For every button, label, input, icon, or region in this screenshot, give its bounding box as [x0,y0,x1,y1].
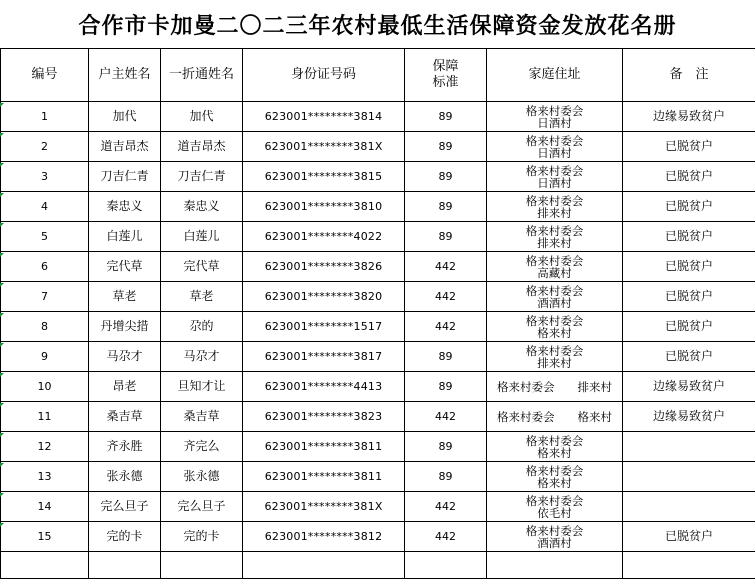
table-row [1,252,755,282]
cell-standard: 89 [405,372,487,402]
address-line1: 格来村委会 [487,165,622,177]
empty-cell [89,552,161,579]
cell-remark: 边缘易致贫户 [623,402,755,432]
cell-id-number: 623001********3810 [243,192,405,222]
cell-no: 10 [1,372,89,402]
cell-no: 12 [1,432,89,462]
cell-householder: 完代草 [89,252,161,282]
address-line1: 格来村委会 [487,285,622,297]
address-line1: 格来村委会 格来村 [487,411,622,423]
table-row [1,162,755,192]
address-line1: 格来村委会 [487,225,622,237]
cell-card-name: 桑吉草 [161,402,243,432]
cell-remark: 边缘易致贫户 [623,372,755,402]
cell-marker-icon [0,433,4,437]
address-line2: 日酒村 [487,147,622,159]
cell-address [487,432,623,462]
address-line1: 格来村委会 [487,315,622,327]
address-line2: 排来村 [487,357,622,369]
address-line1: 格来村委会 [487,135,622,147]
cell-marker-icon [0,463,4,467]
roster-table [0,48,755,579]
cell-remark: 已脱贫户 [623,222,755,252]
address-line1: 格来村委会 [487,195,622,207]
cell-remark: 边缘易致贫户 [623,102,755,132]
cell-standard: 89 [405,432,487,462]
cell-marker-icon [0,343,4,347]
cell-householder: 完的卡 [89,522,161,552]
header-remark: 备 注 [623,49,755,102]
cell-id-number: 623001********3820 [243,282,405,312]
cell-no: 15 [1,522,89,552]
cell-card-name: 完代草 [161,252,243,282]
header-standard-line1: 保障 [405,59,486,75]
cell-card-name: 齐完么 [161,432,243,462]
cell-standard: 89 [405,192,487,222]
empty-row [1,552,755,579]
cell-householder: 丹增尖措 [89,312,161,342]
cell-id-number: 623001********3817 [243,342,405,372]
table-row [1,282,755,312]
table-row [1,522,755,552]
cell-remark: 已脱贫户 [623,342,755,372]
cell-no: 7 [1,282,89,312]
cell-address [487,282,623,312]
cell-id-number: 623001********3811 [243,462,405,492]
table-row [1,462,755,492]
header-no: 编号 [1,49,89,102]
cell-id-number: 623001********3814 [243,102,405,132]
cell-remark: 已脱贫户 [623,192,755,222]
cell-id-number: 623001********3812 [243,522,405,552]
cell-marker-icon [0,253,4,257]
cell-remark: 已脱贫户 [623,282,755,312]
address-line1: 格来村委会 [487,465,622,477]
cell-standard: 89 [405,162,487,192]
cell-address [487,372,623,402]
cell-id-number: 623001********381X [243,132,405,162]
cell-address [487,222,623,252]
table-row [1,492,755,522]
cell-id-number: 623001********3811 [243,432,405,462]
cell-marker-icon [0,103,4,107]
cell-id-number: 623001********381X [243,492,405,522]
cell-standard: 442 [405,282,487,312]
cell-no: 14 [1,492,89,522]
cell-remark [623,462,755,492]
address-line1: 格来村委会 排来村 [487,381,622,393]
cell-address [487,132,623,162]
cell-standard: 442 [405,402,487,432]
cell-no: 5 [1,222,89,252]
empty-cell [405,552,487,579]
address-line2: 格来村 [487,477,622,489]
table-row [1,402,755,432]
cell-card-name: 草老 [161,282,243,312]
cell-marker-icon [0,133,4,137]
cell-householder: 昂老 [89,372,161,402]
address-line2: 高藏村 [487,267,622,279]
cell-address [487,462,623,492]
cell-remark: 已脱贫户 [623,132,755,162]
cell-standard: 89 [405,222,487,252]
address-line2: 排来村 [487,237,622,249]
cell-standard: 442 [405,492,487,522]
table-row [1,192,755,222]
address-line2: 日酒村 [487,117,622,129]
empty-cell [1,552,89,579]
cell-standard: 89 [405,342,487,372]
cell-address [487,492,623,522]
cell-standard: 442 [405,252,487,282]
header-address: 家庭住址 [487,49,623,102]
address-line1: 格来村委会 [487,495,622,507]
address-line2: 日酒村 [487,177,622,189]
cell-householder: 加代 [89,102,161,132]
cell-address [487,402,623,432]
address-line1: 格来村委会 [487,105,622,117]
empty-cell [487,552,623,579]
cell-no: 6 [1,252,89,282]
cell-id-number: 623001********3815 [243,162,405,192]
cell-marker-icon [0,403,4,407]
table-row [1,312,755,342]
table-row [1,372,755,402]
header-standard [405,49,487,102]
cell-standard: 89 [405,102,487,132]
cell-householder: 齐永胜 [89,432,161,462]
cell-id-number: 623001********3826 [243,252,405,282]
cell-marker-icon [0,193,4,197]
cell-card-name: 旦知才让 [161,372,243,402]
cell-no: 4 [1,192,89,222]
cell-marker-icon [0,523,4,527]
cell-no: 1 [1,102,89,132]
cell-no: 13 [1,462,89,492]
address-line2: 排来村 [487,207,622,219]
cell-remark: 已脱贫户 [623,252,755,282]
cell-address [487,162,623,192]
address-line2: 酒酒村 [487,297,622,309]
cell-card-name: 刀吉仁青 [161,162,243,192]
table-row [1,222,755,252]
address-line2: 依毛村 [487,507,622,519]
cell-card-name: 完么旦子 [161,492,243,522]
cell-card-name: 白莲儿 [161,222,243,252]
cell-householder: 草老 [89,282,161,312]
cell-householder: 桑吉草 [89,402,161,432]
cell-standard: 89 [405,462,487,492]
address-line1: 格来村委会 [487,525,622,537]
cell-householder: 秦忠义 [89,192,161,222]
cell-marker-icon [0,313,4,317]
cell-marker-icon [0,223,4,227]
cell-card-name: 加代 [161,102,243,132]
cell-marker-icon [0,493,4,497]
cell-remark [623,432,755,462]
cell-id-number: 623001********4413 [243,372,405,402]
cell-no: 2 [1,132,89,162]
address-line2: 格来村 [487,327,622,339]
cell-marker-icon [0,283,4,287]
cell-householder: 完么旦子 [89,492,161,522]
cell-id-number: 623001********4022 [243,222,405,252]
cell-householder: 马尕才 [89,342,161,372]
address-line2: 酒酒村 [487,537,622,549]
cell-address [487,312,623,342]
address-line1: 格来村委会 [487,435,622,447]
table-row [1,342,755,372]
cell-remark [623,492,755,522]
cell-householder: 白莲儿 [89,222,161,252]
cell-card-name: 尕的 [161,312,243,342]
cell-standard: 89 [405,132,487,162]
cell-address [487,342,623,372]
address-line1: 格来村委会 [487,255,622,267]
cell-householder: 张永德 [89,462,161,492]
cell-address [487,192,623,222]
cell-address [487,522,623,552]
header-householder: 户主姓名 [89,49,161,102]
cell-marker-icon [0,373,4,377]
cell-card-name: 马尕才 [161,342,243,372]
header-standard-line2: 标准 [405,75,486,91]
cell-id-number: 623001********1517 [243,312,405,342]
cell-no: 3 [1,162,89,192]
header-row [1,49,755,102]
cell-address [487,102,623,132]
cell-card-name: 道吉昂杰 [161,132,243,162]
document-title: 合作市卡加曼二〇二三年农村最低生活保障资金发放花名册 [0,0,755,48]
cell-remark: 已脱贫户 [623,522,755,552]
header-card-name: 一折通姓名 [161,49,243,102]
address-line1: 格来村委会 [487,345,622,357]
cell-no: 9 [1,342,89,372]
cell-standard: 442 [405,312,487,342]
cell-no: 11 [1,402,89,432]
cell-householder: 刀吉仁青 [89,162,161,192]
address-line2: 格来村 [487,447,622,459]
cell-marker-icon [0,163,4,167]
cell-no: 8 [1,312,89,342]
cell-householder: 道吉昂杰 [89,132,161,162]
cell-card-name: 张永德 [161,462,243,492]
cell-card-name: 秦忠义 [161,192,243,222]
empty-cell [243,552,405,579]
cell-card-name: 完的卡 [161,522,243,552]
header-id-number: 身份证号码 [243,49,405,102]
table-row [1,432,755,462]
table-row [1,102,755,132]
table-row [1,132,755,162]
cell-standard: 442 [405,522,487,552]
empty-cell [623,552,755,579]
cell-remark: 已脱贫户 [623,312,755,342]
empty-cell [161,552,243,579]
cell-address [487,252,623,282]
cell-id-number: 623001********3823 [243,402,405,432]
cell-remark: 已脱贫户 [623,162,755,192]
